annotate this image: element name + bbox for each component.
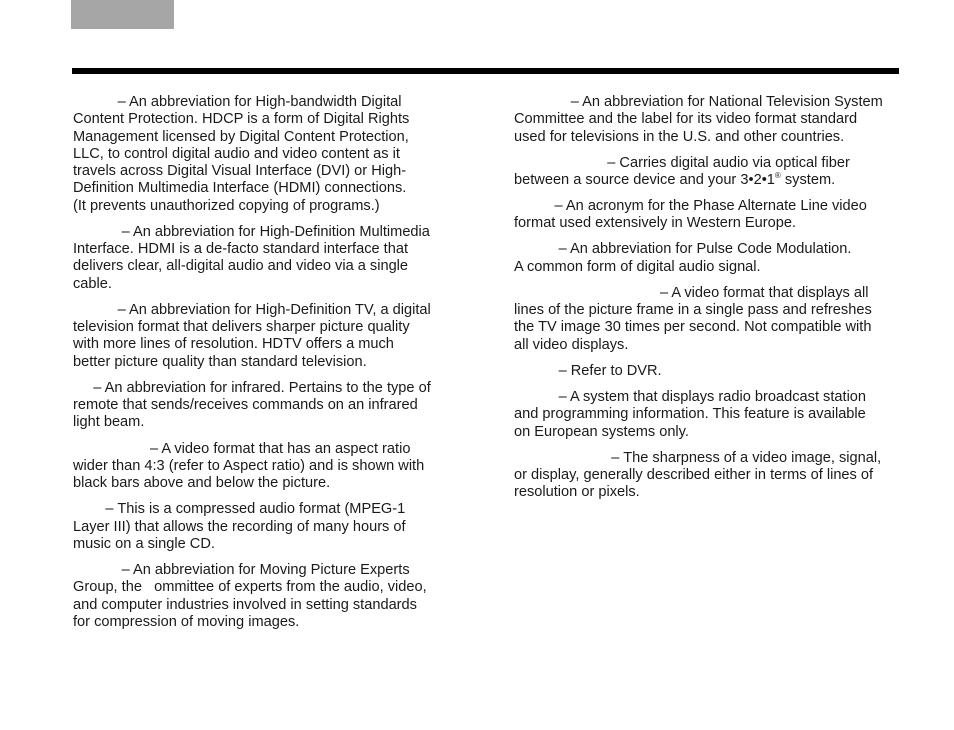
entry-line: A common form of digital audio signal. [514, 258, 761, 275]
entry-line: – An abbreviation for infrared. Pertains to the type of [73, 379, 431, 396]
entry-line: – Carries digital audio via optical fiber [514, 154, 850, 171]
glossary-entry-pcm [514, 241, 906, 276]
entry-line: the TV image 30 times per second. Not compatible with [514, 319, 872, 336]
entry-line: remote that sends/receives commands on an infrared [73, 397, 418, 414]
entry-line: Group, the ommittee of experts from the audio, video, [73, 579, 427, 596]
entry-line: delivers clear, all-digital audio and video via a single [73, 258, 409, 275]
entry-line: – The sharpness of a video image, signal, [514, 449, 882, 466]
entry-line: LLC, to control digital audio and video content as it [73, 145, 400, 162]
entry-line: black bars above and below the picture. [73, 475, 331, 492]
glossary-left-column [73, 94, 461, 640]
entry-line: – A video format that displays all [514, 284, 869, 301]
entry-line: resolution or pixels. [514, 484, 640, 501]
page-tab-marker [71, 0, 174, 29]
glossary-entry-pvr [514, 363, 906, 380]
entry-line: – This is a compressed audio format (MPEG-1 [73, 501, 406, 518]
entry-line: lines of the picture frame in a single pass and refreshes [514, 302, 872, 319]
glossary-entry-progressive-scan [514, 285, 906, 354]
entry-line: television format that delivers sharper picture quality [73, 319, 410, 336]
glossary-entry-optical-cable [514, 155, 906, 190]
entry-line: Definition Multimedia Interface (HDMI) connections. [73, 180, 407, 197]
glossary-entry-pal [514, 198, 906, 233]
entry-line: cable. [73, 275, 112, 292]
glossary-entry-rds [514, 389, 906, 441]
glossary-entry-hdmi [73, 224, 461, 293]
entry-line: (It prevents unauthorized copying of programs.) [73, 197, 380, 214]
entry-line: system. [780, 171, 836, 188]
entry-line: – Refer to DVR. [514, 362, 662, 379]
entry-line: used for televisions in the U.S. and other countries. [514, 128, 845, 145]
entry-line: with more lines of resolution. HDTV offers a much [73, 336, 394, 353]
entry-line: and computer industries involved in setting standards [73, 596, 417, 613]
entry-line: Content Protection. HDCP is a form of Digital Rights [73, 111, 410, 128]
entry-line: between a source device and your 3•2•1 [514, 171, 775, 188]
entry-line: – An abbreviation for National Television System [514, 94, 883, 110]
entry-line: travels across Digital Visual Interface (DVI) or High- [73, 163, 407, 180]
entry-line: for compression of moving images. [73, 613, 300, 630]
entry-line: – An abbreviation for High-Definition Multimedia [73, 223, 430, 240]
entry-line: – An abbreviation for High-bandwidth Digital [73, 94, 402, 110]
glossary-entry-hdcp [73, 94, 461, 215]
entry-line: – A video format that has an aspect ratio [73, 440, 411, 457]
glossary-entry-ir [73, 380, 461, 432]
header-rule [72, 68, 899, 74]
entry-line: – An abbreviation for Moving Picture Experts [73, 561, 410, 578]
entry-line: – An abbreviation for High-Definition TV, a digital [73, 301, 431, 318]
glossary-entry-hdtv [73, 302, 461, 371]
glossary-entry-mp3 [73, 501, 461, 553]
entry-line: on European systems only. [514, 423, 689, 440]
entry-line: Committee and the label for its video format standard [514, 111, 858, 128]
glossary-entry-mpeg [73, 562, 461, 631]
entry-line: or display, generally described either in terms of lines of [514, 466, 874, 483]
entry-line: better picture quality than standard television. [73, 353, 367, 370]
entry-line: wider than 4:3 (refer to Aspect ratio) and is shown with [73, 457, 425, 474]
glossary-entry-ntsc [514, 94, 906, 146]
glossary-right-column [514, 94, 906, 510]
registered-mark: ® [774, 171, 781, 181]
entry-line: Layer III) that allows the recording of many hours of [73, 518, 406, 535]
glossary-entry-letterbox [73, 441, 461, 493]
entry-line: music on a single CD. [73, 535, 215, 552]
entry-line: – An abbreviation for Pulse Code Modulation. [514, 241, 852, 258]
entry-line: Management licensed by Digital Content Protection, [73, 128, 409, 145]
glossary-entry-resolution [514, 450, 906, 502]
entry-line: – A system that displays radio broadcast station [514, 388, 867, 405]
entry-line: all video displays. [514, 336, 629, 353]
entry-line: Interface. HDMI is a de-facto standard interface that [73, 241, 409, 258]
entry-line: light beam. [73, 414, 145, 431]
entry-line: format used extensively in Western Europe. [514, 215, 797, 232]
entry-line: – An acronym for the Phase Alternate Line video [514, 198, 867, 215]
entry-line: and programming information. This feature is available [514, 406, 866, 423]
